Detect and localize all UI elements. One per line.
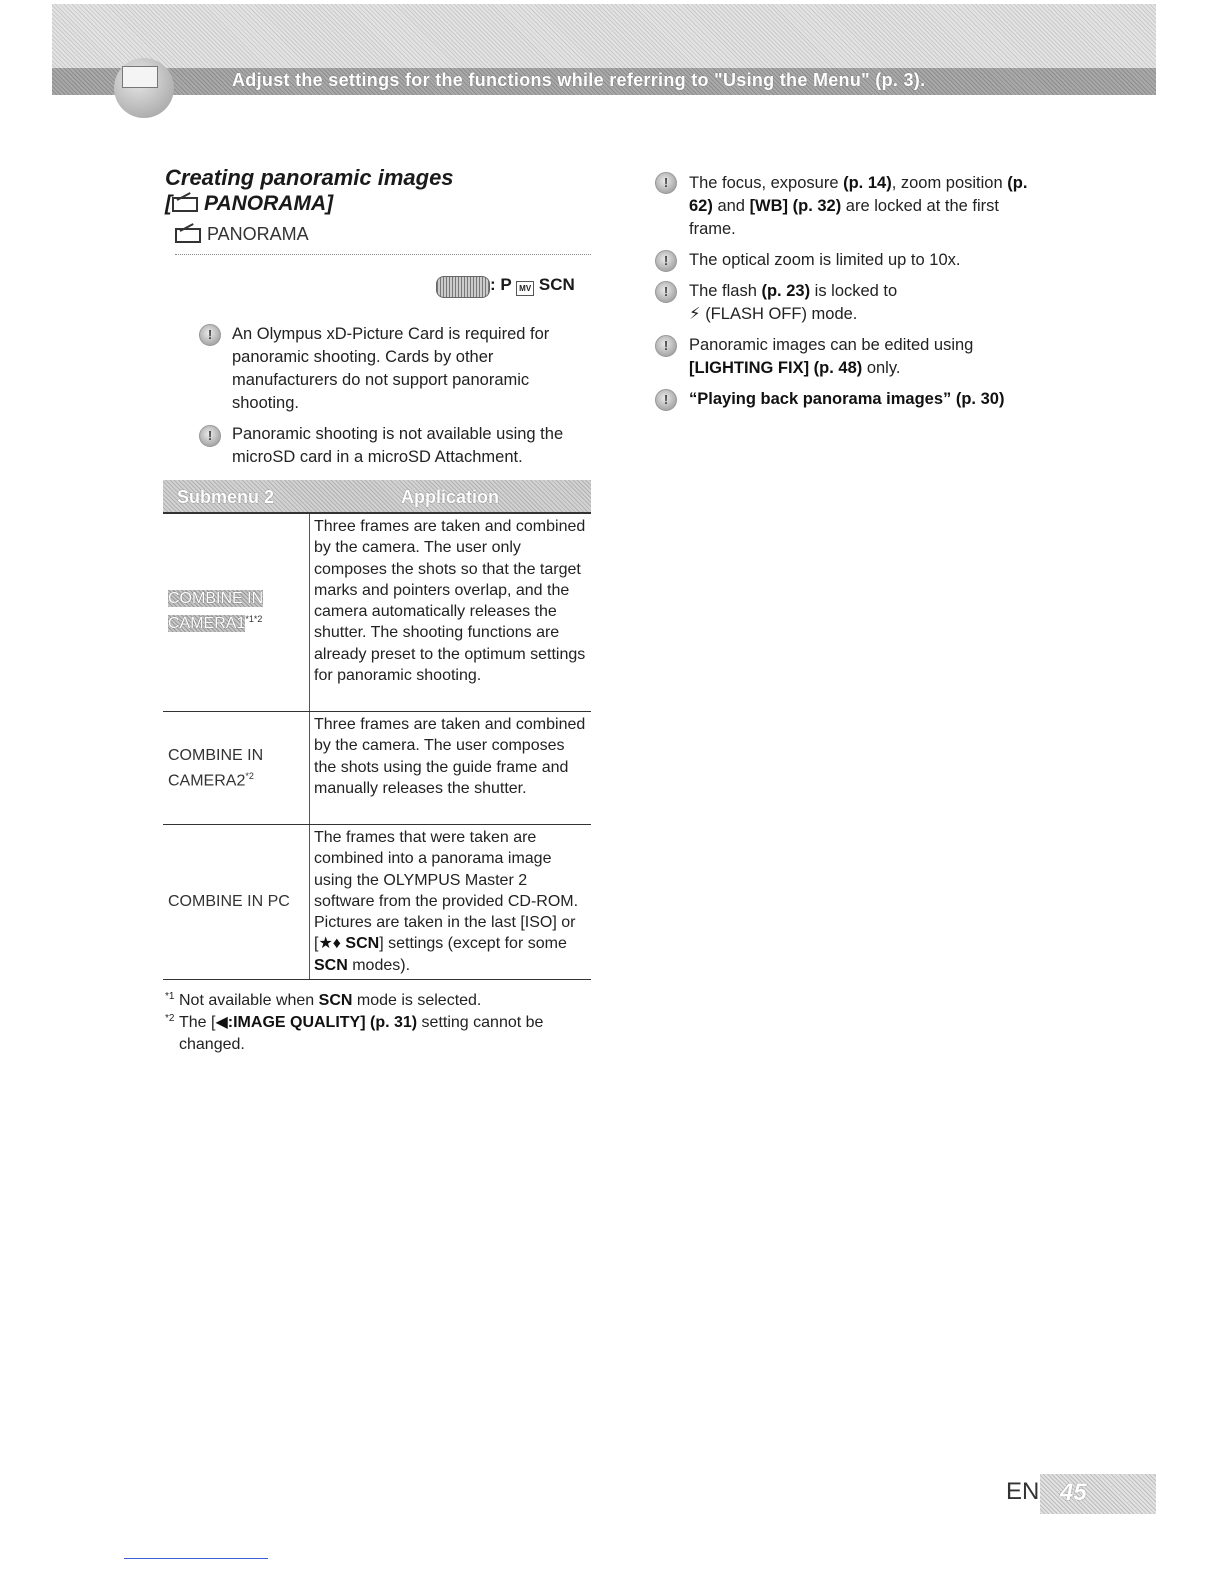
- section-menu-name: [ PANORAMA]: [165, 192, 334, 215]
- submenu-table: [163, 480, 591, 980]
- modes-label: : P: [490, 275, 512, 294]
- bottom-rule: [124, 1558, 268, 1559]
- page-number-box: [1040, 1474, 1156, 1514]
- page-number: 45: [1060, 1479, 1087, 1506]
- right-note-1: The focus, exposure (p. 14), zoom position (p. 62) and [WB] (p. 32) are locked at the first frame.: [689, 174, 1028, 238]
- footnote: *1 Not available when SCN mode is selected.: [165, 991, 482, 1009]
- panorama-icon: [175, 228, 201, 243]
- row-label: COMBINE IN $CAMERA1^{*1*2}$: [168, 590, 264, 633]
- table-row: [163, 825, 591, 980]
- menu-book-icon: [114, 58, 174, 118]
- note-icon: !: [655, 250, 677, 272]
- table-header-submenu: Submenu 2: [177, 487, 275, 507]
- section-title: Creating panoramic images: [165, 165, 454, 190]
- note-icon: !: [655, 281, 677, 303]
- right-note-5: “Playing back panorama images” (p. 30): [689, 390, 1005, 408]
- mode-dial-icon: [436, 276, 490, 298]
- table-header-application: Application: [401, 487, 499, 507]
- right-note-2: The optical zoom is limited up to 10x.: [689, 251, 961, 269]
- banner-text: Adjust the settings for the functions while referring to "Using the Menu" (p. 3).: [232, 70, 926, 90]
- panorama-icon: [172, 197, 198, 212]
- table-header: [163, 480, 591, 514]
- row-description: The frames that were taken are combined into a panorama image using the OLYMPUS Master 2 software from the provided CD-ROM. Pictures are taken in the last [ISO] or [★♦ SCN] settings (except for some SCN modes).: [314, 829, 579, 974]
- row-label: COMBINE IN PC: [168, 893, 290, 910]
- note-icon: !: [199, 425, 221, 447]
- shooting-modes: [436, 272, 592, 300]
- footnotes: [165, 990, 595, 1056]
- movie-mode-icon: MV: [516, 281, 534, 296]
- left-note-1: An Olympus xD-Picture Card is required for panoramic shooting. Cards by other manufacturers do not support panoramic shooting.: [232, 325, 550, 412]
- flash-off-icon: ⚡︎: [689, 305, 701, 323]
- right-note-3: The flash (p. 23) is locked to ⚡︎ (FLASH OFF) mode.: [689, 282, 898, 323]
- page-language: EN: [1006, 1478, 1040, 1505]
- scn-label: SCN: [538, 275, 575, 294]
- note-icon: !: [199, 324, 221, 346]
- left-note-2: Panoramic shooting is not available using the microSD card in a microSD Attachment.: [232, 425, 564, 466]
- row-label: COMBINE IN CAMERA2$^{*2}$: [168, 747, 264, 790]
- note-icon: !: [655, 172, 677, 194]
- table-row: [163, 514, 591, 712]
- note-icon: !: [655, 335, 677, 357]
- table-row: [163, 712, 591, 825]
- row-description: Three frames are taken and combined by the camera. The user only composes the shots so that the target marks and pointers overlap, and the camera automatically releases the shutter. The shooting functions are already preset to the optimum settings for panoramic shooting.: [314, 518, 586, 685]
- right-note-4: Panoramic images can be edited using [LIGHTING FIX] (p. 48) only.: [689, 336, 974, 377]
- row-description: Three frames are taken and combined by the camera. The user composes the shots using the guide frame and manually releases the shutter.: [314, 716, 586, 797]
- menu-path: PANORAMA: [175, 224, 591, 255]
- footnote: *2 The [◀:IMAGE QUALITY] (p. 31) setting cannot be changed.: [165, 1013, 544, 1053]
- note-icon: !: [655, 389, 677, 411]
